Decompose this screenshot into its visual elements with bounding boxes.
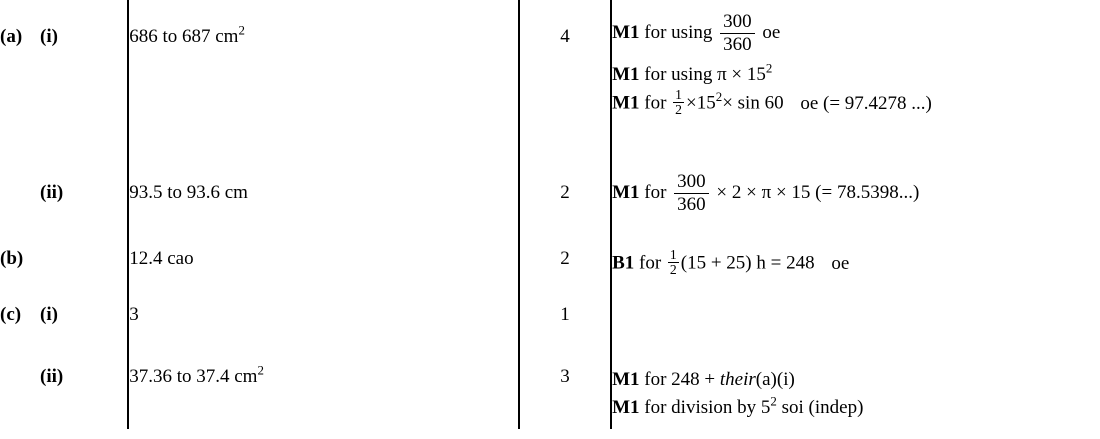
- marks-value: 3: [560, 366, 570, 387]
- note-code: M1: [612, 182, 640, 204]
- note-superscript: 2: [770, 393, 777, 409]
- answer-main: 37.36 to 37.4 cm: [129, 366, 258, 387]
- note-code: M1: [612, 22, 640, 44]
- answer-superscript: 2: [238, 22, 245, 38]
- marks-value: 1: [560, 304, 570, 325]
- notes-block: [612, 0, 1100, 117]
- note-superscript: 2: [715, 89, 723, 105]
- row-label-part: (b): [0, 248, 24, 269]
- answer-text: [129, 168, 518, 204]
- row-label-subpart: (i): [40, 304, 58, 325]
- answer-cell: [128, 344, 519, 429]
- row-label: [0, 290, 127, 326]
- answer-main: 93.5 to 93.6 cm: [129, 182, 248, 203]
- note-text-tail: soi (indep): [776, 396, 864, 418]
- note-text-d: oe (= 97.4278 ...): [800, 92, 932, 114]
- note-text: for 248 +: [644, 369, 720, 390]
- note-text-tail: × 2 × π × 15 (= 78.5398...): [716, 182, 920, 204]
- fraction-denominator: 2: [675, 102, 683, 118]
- answer-main: 12.4 cao: [129, 248, 194, 269]
- note-line: [612, 88, 1100, 117]
- answer-text: [129, 0, 518, 48]
- note-code: M1: [612, 63, 640, 85]
- fraction-numerator: 300: [720, 12, 755, 34]
- note-text-d: oe: [831, 252, 850, 274]
- table-row: [0, 168, 1100, 234]
- notes-cell: [611, 168, 1100, 234]
- note-text: for using: [644, 22, 713, 44]
- note-text-tail: oe: [762, 22, 781, 44]
- answer-text: [129, 234, 518, 270]
- row-label-cell: [0, 290, 128, 344]
- row-label: [0, 168, 127, 204]
- row-label-part: (c): [0, 304, 22, 325]
- one-half-fraction: [668, 248, 679, 276]
- note-text-b: ×15: [686, 92, 716, 114]
- note-text-tail: (a)(i): [755, 369, 795, 390]
- note-code: M1: [612, 92, 640, 114]
- marks-cell: [519, 168, 611, 234]
- notes-block: [612, 168, 1100, 215]
- note-code: M1: [612, 369, 640, 390]
- note-line: [612, 394, 1100, 422]
- note-line: [612, 61, 1100, 89]
- note-code: B1: [612, 252, 635, 274]
- row-label-cell: [0, 168, 128, 234]
- note-emphasis: their: [719, 369, 756, 390]
- note-text-b: (15 + 25) h = 248: [680, 252, 815, 274]
- row-label: [0, 0, 127, 48]
- note-text: for using π × 15: [644, 63, 766, 85]
- fraction-numerator: 1: [675, 87, 683, 103]
- answer-main: 3: [129, 304, 139, 325]
- note-text-c: × sin 60: [722, 92, 784, 114]
- fraction-denominator: 360: [677, 193, 706, 215]
- marks-value: 2: [560, 182, 570, 203]
- table-row: [0, 234, 1100, 290]
- fraction: [674, 172, 709, 215]
- note-line: [612, 366, 1100, 394]
- fraction: [720, 12, 755, 55]
- row-label-cell: [0, 344, 128, 429]
- note-text: for: [639, 252, 662, 274]
- marks-cell: [519, 344, 611, 429]
- notes-cell: [611, 344, 1100, 429]
- row-label-part: (a): [0, 26, 23, 47]
- notes-cell: [611, 0, 1100, 168]
- answer-superscript: 2: [257, 362, 264, 378]
- answer-main: 686 to 687 cm: [129, 26, 239, 47]
- table-row: [0, 344, 1100, 429]
- notes-block: [612, 344, 1100, 421]
- table-row: [0, 0, 1100, 168]
- note-text: for division by 5: [644, 396, 771, 418]
- marks-cell: [519, 290, 611, 344]
- answer-text: [129, 290, 518, 326]
- row-label-subpart: (ii): [40, 182, 64, 203]
- note-line: [612, 248, 1100, 277]
- answer-cell: [128, 168, 519, 234]
- one-half-fraction: [673, 88, 684, 116]
- row-label-subpart: (i): [40, 26, 58, 47]
- fraction-numerator: 1: [669, 247, 677, 262]
- answer-text: [129, 344, 518, 388]
- note-code: M1: [612, 396, 640, 418]
- notes-cell: [611, 234, 1100, 290]
- marks-cell: [519, 0, 611, 168]
- note-line: [612, 12, 1100, 55]
- answer-cell: [128, 0, 519, 168]
- fraction-denominator: 360: [723, 33, 752, 55]
- row-label: [0, 344, 127, 388]
- marks-value: 2: [560, 248, 570, 269]
- notes-cell: [611, 290, 1100, 344]
- marks-cell: [519, 234, 611, 290]
- answer-cell: [128, 234, 519, 290]
- row-label: [0, 234, 127, 270]
- note-superscript: 2: [765, 60, 773, 76]
- note-line: [612, 172, 1100, 215]
- answer-cell: [128, 290, 519, 344]
- row-label-subpart: (ii): [40, 366, 64, 387]
- row-label-cell: [0, 0, 128, 168]
- fraction-numerator: 300: [674, 172, 709, 194]
- marks-value: 4: [560, 26, 570, 47]
- row-label-cell: [0, 234, 128, 290]
- table-row: [0, 290, 1100, 344]
- fraction-denominator: 2: [669, 261, 677, 277]
- note-text: for: [644, 92, 667, 114]
- note-text: for: [644, 182, 667, 204]
- notes-block: [612, 234, 1100, 277]
